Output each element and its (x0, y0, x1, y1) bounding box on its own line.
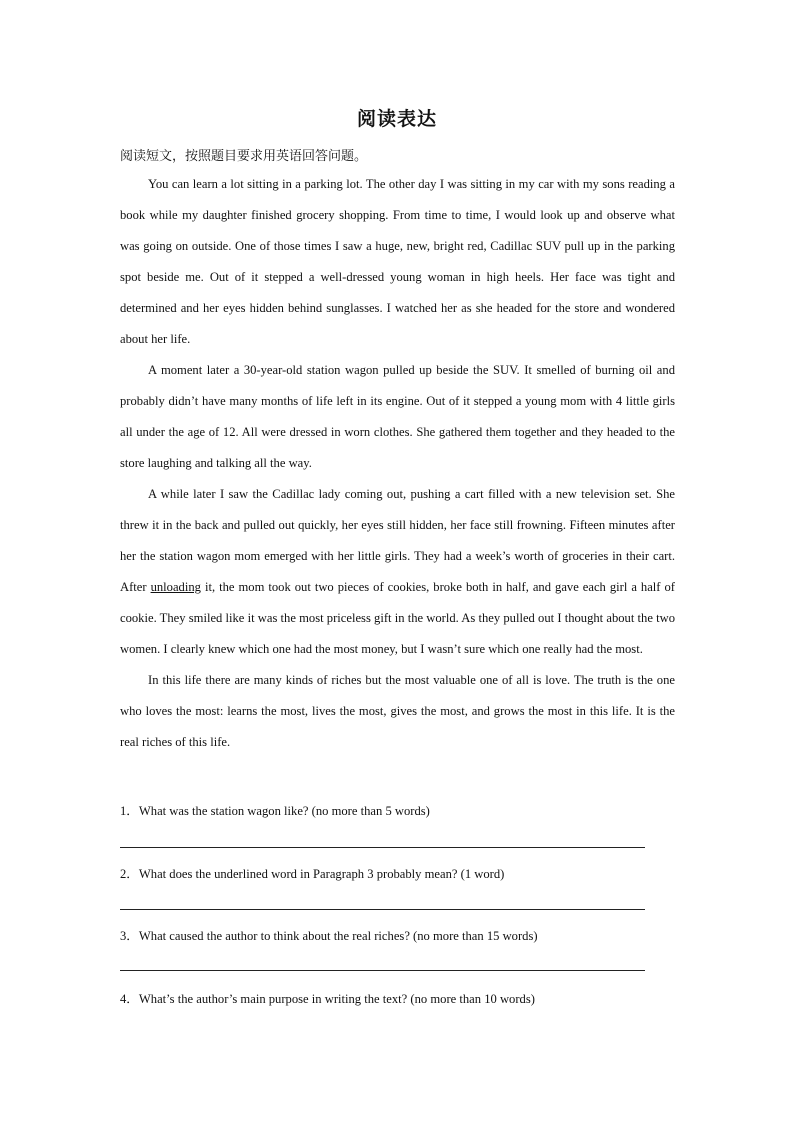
question-2: 2．What does the underlined word in Paragraph 3 probably mean? (1 word) (120, 867, 505, 881)
question-3: 3．What caused the author to think about the real riches? (no more than 15 words) (120, 929, 538, 943)
paragraph-4: In this life there are many kinds of riches but the most valuable one of all is love. The truth is the one who loves the most: learns the most, lives the most, gives the most, and grows the most in this life. It is the real riches of this life. (120, 673, 675, 749)
page-title: 阅读表达 (356, 108, 437, 130)
answer-line-1[interactable] (120, 847, 645, 848)
paragraph-3-part-a: A while later I saw the Cadillac lady coming out, pushing a cart filled with a new television set. She threw it in the back and pulled out quickly, her eyes still hidden, her face still frowning. Fifteen minutes after her the station wagon mom emerged with her little girls. They had a week’s worth of groceries in their cart. After (120, 487, 675, 594)
question-1: 1．What was the station wagon like? (no more than 5 words) (120, 804, 430, 818)
paragraph-2: A moment later a 30-year-old station wagon pulled up beside the SUV. It smelled of burning oil and probably didn’t have many months of life left in its engine. Out of it stepped a young mom with 4 little girls all under the age of 12. All were dressed in worn clothes. She gathered them together and they headed to the store laughing and talking all the way. (120, 363, 675, 470)
paragraph-1: You can learn a lot sitting in a parking lot. The other day I was sitting in my car with my sons reading a book while my daughter finished grocery shopping. From time to time, I would look up and observe what was going on outside. One of those times I saw a huge, new, bright red, Cadillac SUV pull up in the parking spot beside me. Out of it stepped a well-dressed young woman in high heels. Her face was tight and determined and her eyes hidden behind sunglasses. I watched her as she headed for the store and wondered about her life. (120, 177, 675, 346)
reading-passage (120, 169, 675, 758)
question-4: 4．What’s the author’s main purpose in writing the text? (no more than 10 words) (120, 992, 535, 1006)
answer-line-3[interactable] (120, 970, 645, 971)
underlined-word: unloading (150, 580, 201, 594)
paragraph-3 (120, 479, 675, 665)
paragraph-3-part-b: it, the mom took out two pieces of cookies, broke both in half, and gave each girl a half of cookie. They smiled like it was the most priceless gift in the world. As they pulled out I thought about the two women. I clearly knew which one had the most money, but I wasn’t sure which one really had the most. (120, 580, 675, 656)
instruction-text: 阅读短文，按照题目要求用英语回答问题。 (120, 149, 368, 164)
answer-line-2[interactable] (120, 909, 645, 910)
